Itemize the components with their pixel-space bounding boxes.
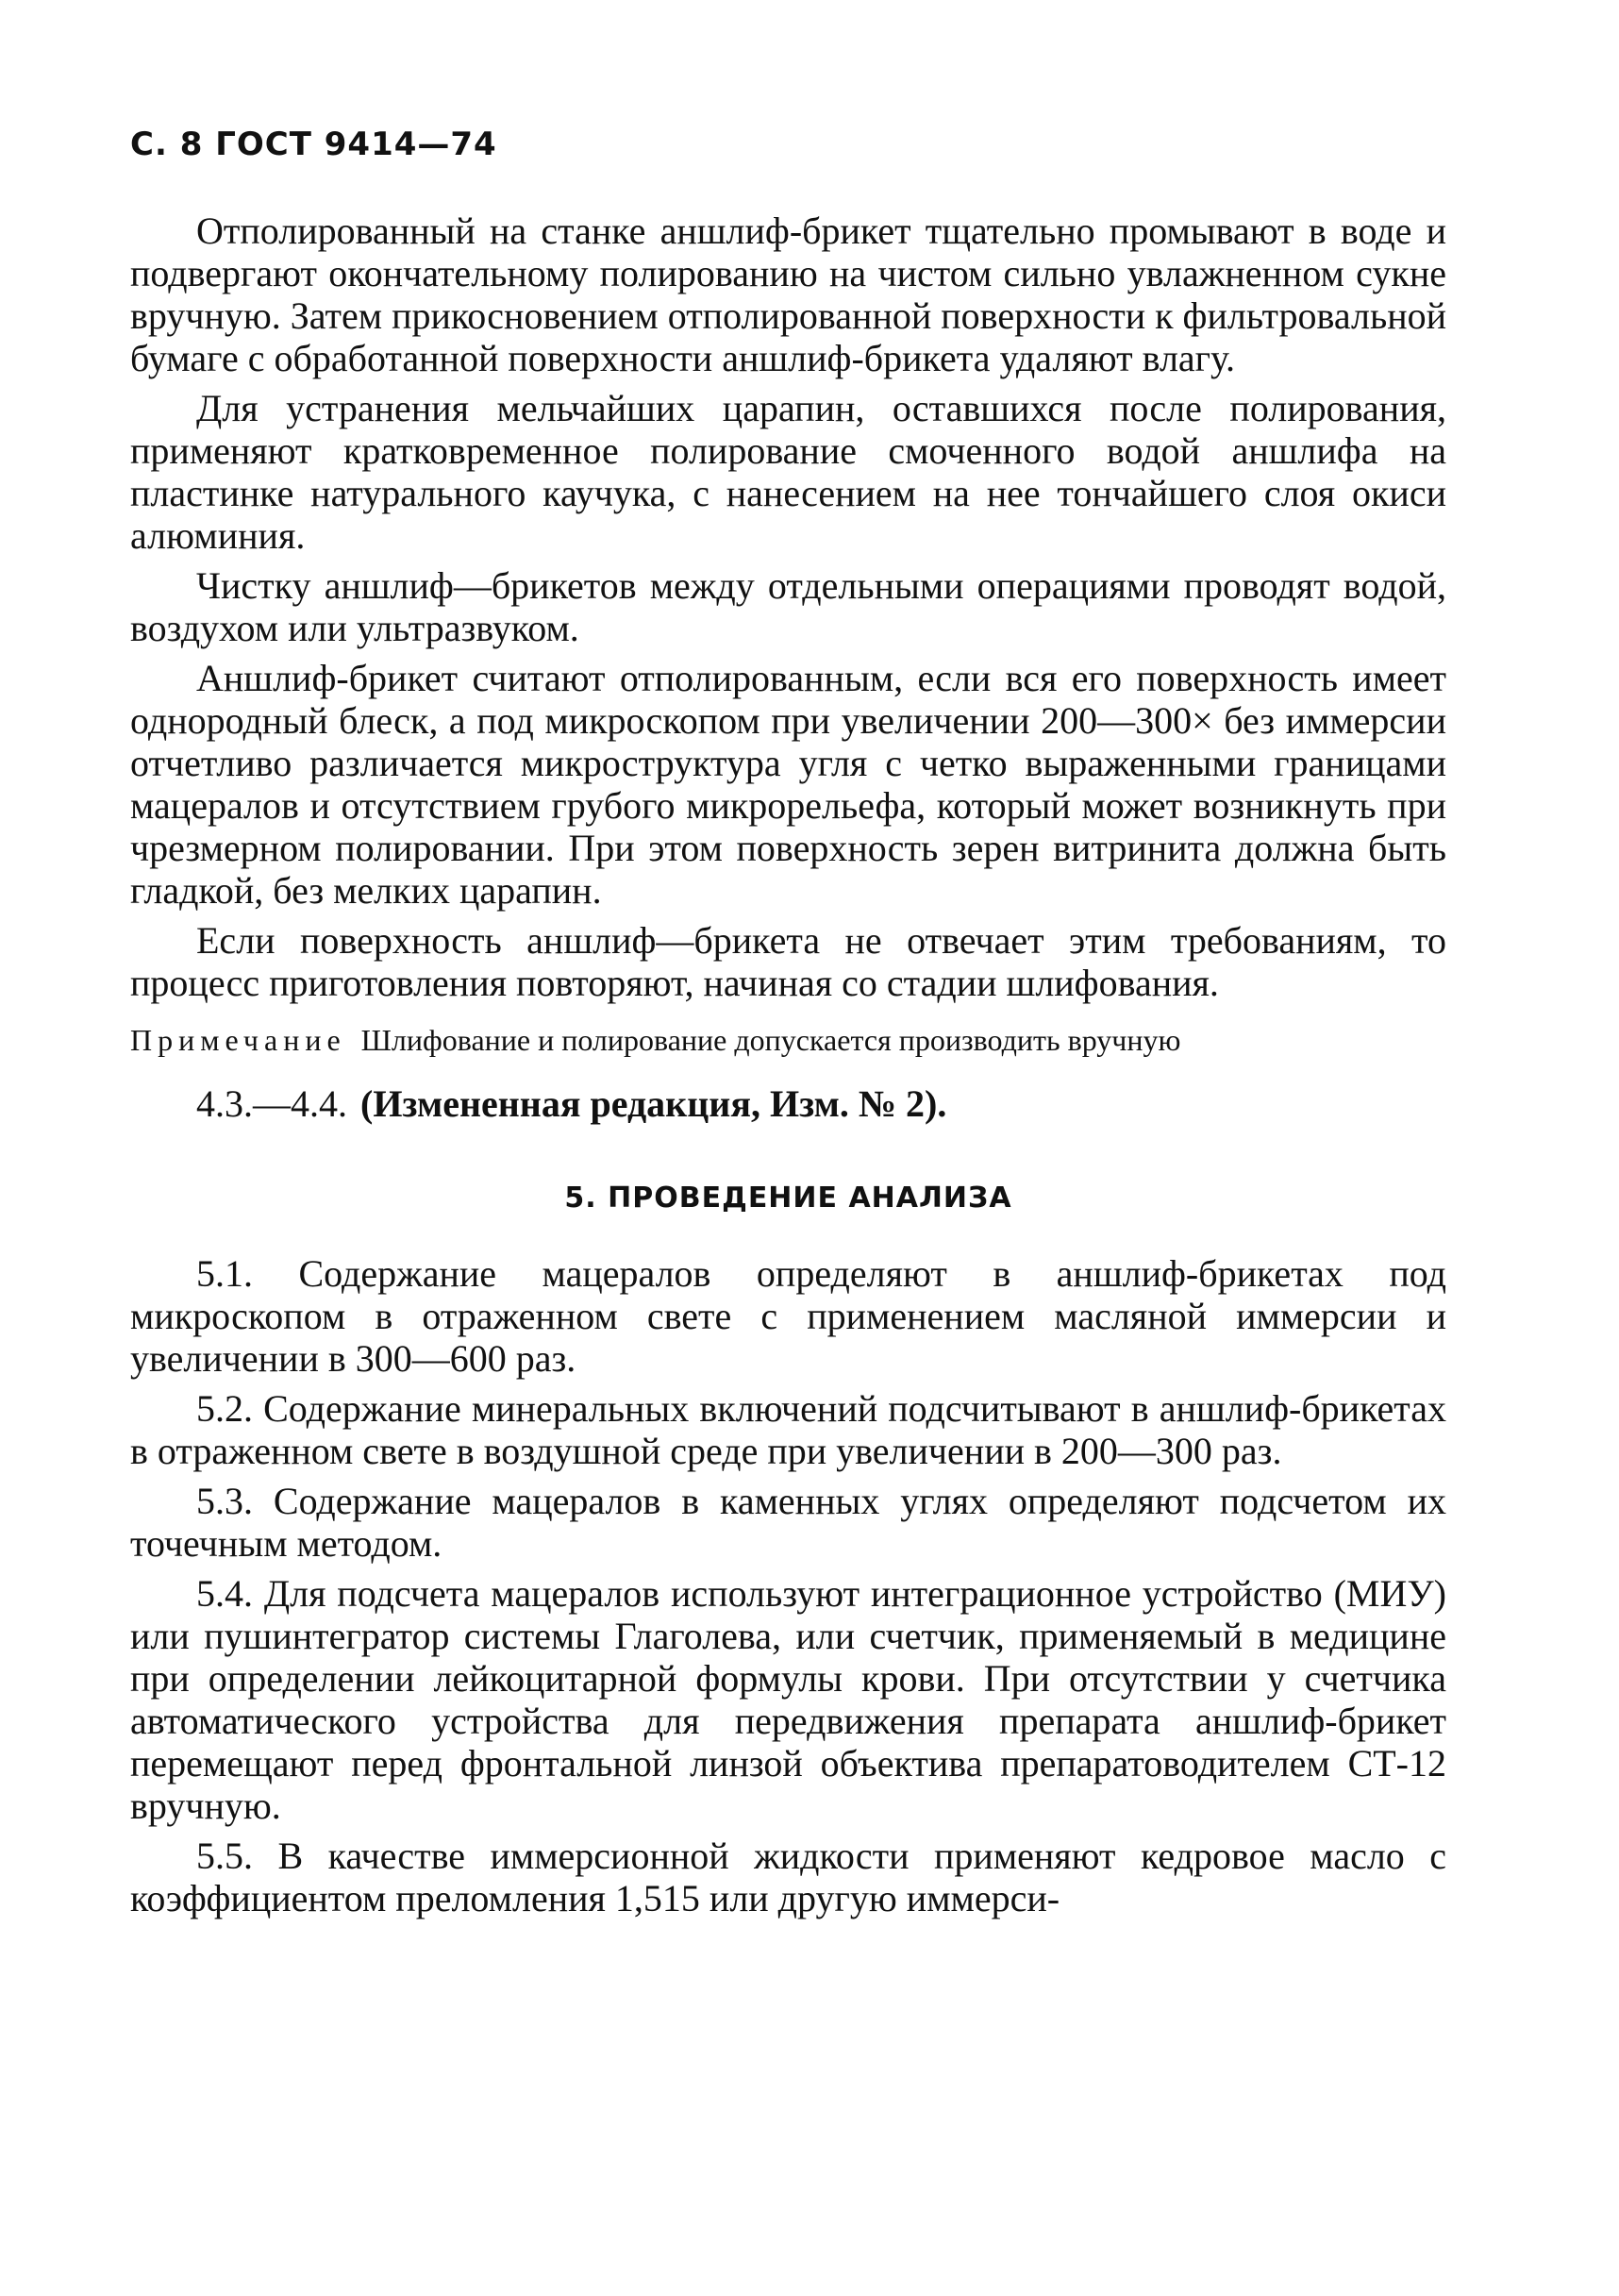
clause-5-1: 5.1. Содержание мацералов определяют в аншлиф-брикетах под микроскопом в отраженном свете с применением масляной иммерсии и увеличении в 300—600 раз. <box>130 1252 1446 1380</box>
paragraph-repeat-process: Если поверхность аншлиф—брикета не отвечает этим требованиям, то процесс приготовления повторяют, начиная со стадии шлифования. <box>130 919 1446 1004</box>
paragraph-polishing-final: Отполированный на станке аншлиф-брикет тщательно промывают в воде и подвергают окончательному полированию на чистом сильно увлажненном сукне вручную. Затем прикосновением отполированной поверхности к фильтровальной бумаге с обработанной поверхности аншлиф-брикета удаляют влагу. <box>130 209 1446 379</box>
page-body <box>130 209 1446 1927</box>
note <box>130 1023 1446 1058</box>
clause-5-5: 5.5. В качестве иммерсионной жидкости применяют кедровое масло с коэффициентом преломления 1,515 или другую иммерси- <box>130 1835 1446 1919</box>
note-label: Примечание <box>130 1023 346 1057</box>
paragraph-scratches-removal: Для устранения мельчайших царапин, оставшихся после полирования, применяют кратковременное полирование смоченного водой аншлифа на пластинке натурального каучука, с нанесением на нее тончайшего слоя окиси алюминия. <box>130 387 1446 557</box>
section-title: 5. ПРОВЕДЕНИЕ АНАЛИЗА <box>564 1182 1012 1215</box>
change-notice <box>130 1082 1446 1125</box>
note-text: Шлифование и полирование допускается производить вручную <box>360 1023 1181 1057</box>
paragraph-cleaning: Чистку аншлиф—брикетов между отдельными операциями проводят водой, воздухом или ультразвуком. <box>130 564 1446 649</box>
clause-5-3: 5.3. Содержание мацералов в каменных углях определяют подсчетом их точечным методом. <box>130 1480 1446 1565</box>
page-header: С. 8 ГОСТ 9414—74 <box>130 126 497 163</box>
change-text: (Измененная редакция, Изм. № 2). <box>360 1082 947 1125</box>
clause-5-4: 5.4. Для подсчета мацералов используют интеграционное устройство (МИУ) или пушинтегратор системы Глаголева, или счетчик, применяемый в медицине при определении лейкоцитарной формулы крови. При отсутствии у счетчика автоматического устройства для передвижения препарата аншлиф-брикет перемещают перед фронтальной линзой объектива препаратоводителем СТ-12 вручную. <box>130 1572 1446 1827</box>
change-ref: 4.3.—4.4. <box>196 1082 347 1125</box>
paragraph-polished-criteria: Аншлиф-брикет считают отполированным, если вся его поверхность имеет однородный блеск, а под микроскопом при увеличении 200—300× без иммерсии отчетливо различается микроструктура угля с четко выраженными границами мацералов и отсутствием грубого микрорельефа, который может возникнуть при чрезмерном полировании. При этом поверхность зерен витринита должна быть гладкой, без мелких царапин. <box>130 657 1446 912</box>
clause-5-2: 5.2. Содержание минеральных включений подсчитывают в аншлиф-брикетах в отраженном свете в воздушной среде при увеличении в 200—300 раз. <box>130 1387 1446 1472</box>
